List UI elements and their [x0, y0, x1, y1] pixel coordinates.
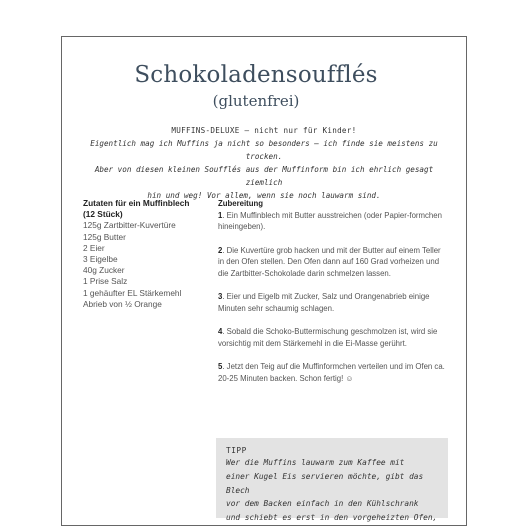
recipe-subtitle: (glutenfrei) [212, 92, 300, 110]
ingredient-item: 2 Eier [83, 242, 105, 253]
tip-line: Wer die Muffins lauwarm zum Kaffee mit [226, 458, 405, 467]
ingredient-item: 1 gehäufter EL Stärkemehl [83, 287, 182, 298]
tip-line: vor dem Backen einfach in den Kühlschrank [226, 499, 419, 509]
ingredient-item: 40g Zucker [83, 265, 125, 276]
intro-headline: MUFFINS-DELUXE – nicht nur für Kinder! [171, 126, 357, 135]
preparation-step [218, 361, 448, 384]
intro-line: Aber von diesen kleinen Soufflés aus der Muffinform bin ich ehrlich gesagt ziemlich [94, 165, 434, 187]
preparation-step [218, 245, 448, 280]
recipe-title: Schokoladensoufflés [134, 62, 378, 88]
preparation-step [218, 291, 448, 314]
preparation-heading: Zubereitung [218, 199, 264, 208]
preparation-step [218, 326, 448, 349]
ingredient-item: Abrieb von ½ Orange [83, 298, 162, 309]
step-text: . Ein Muffinblech mit Butter ausstreichen (oder Papier-formchen hineingeben). [218, 210, 442, 232]
step-number: 5 [218, 362, 223, 372]
ingredient-item: 3 Eigelbe [83, 254, 118, 265]
ingredient-item: 125g Zartbitter-Kuvertüre [83, 220, 176, 231]
step-number: 3 [218, 292, 223, 302]
step-text: . Sobald die Schoko-Buttermischung geschmolzen ist, wird sie vorsichtig mit dem Stärkemehl in die Ei-Masse gerührt. [218, 327, 438, 348]
step-number: 2 [218, 245, 223, 255]
step-text: . Die Kuvertüre grob hacken und mit der Butter auf einem Teller in den Ofen stellen. Den Ofen dann auf 160 Grad vorheizen und die Zartbitter-Schokolade darin schmelzen lassen. [218, 245, 441, 279]
step-text: . Eier und Eigelb mit Zucker, Salz und Orangenabrieb einige Minuten sehr schaumig schlagen. [218, 292, 430, 313]
ingredients-section [83, 198, 208, 310]
step-number: 1 [218, 210, 223, 220]
intro-line: hin und weg! Vor allem, wenn sie noch lauwarm sind. [147, 191, 381, 200]
step-number: 4 [218, 327, 223, 337]
intro-text [76, 124, 452, 202]
step-text: . Jetzt den Teig auf die Muffinformchen verteilen und im Ofen ca. 20-25 Minuten backen. Schon fertig! ☺ [218, 362, 445, 383]
ingredient-item: 1 Prise Salz [83, 276, 128, 287]
ingredients-yield: (12 Stück) [83, 209, 123, 220]
preparation-step [218, 210, 448, 233]
tip-line: einer Kugel Eis servieren möchte, gibt das Blech [226, 471, 424, 495]
preparation-section [218, 198, 448, 396]
tip-title: TIPP [226, 446, 247, 455]
intro-line: Eigentlich mag ich Muffins ja nicht so besonders – ich finde sie meistens zu trocken. [90, 139, 438, 161]
ingredient-item: 125g Butter [83, 231, 126, 242]
tip-line: und schiebt es erst in den vorgeheizten Ofen, [226, 513, 438, 523]
ingredients-heading: Zutaten für ein Muffinblech [83, 198, 190, 208]
tip-box [216, 438, 448, 523]
